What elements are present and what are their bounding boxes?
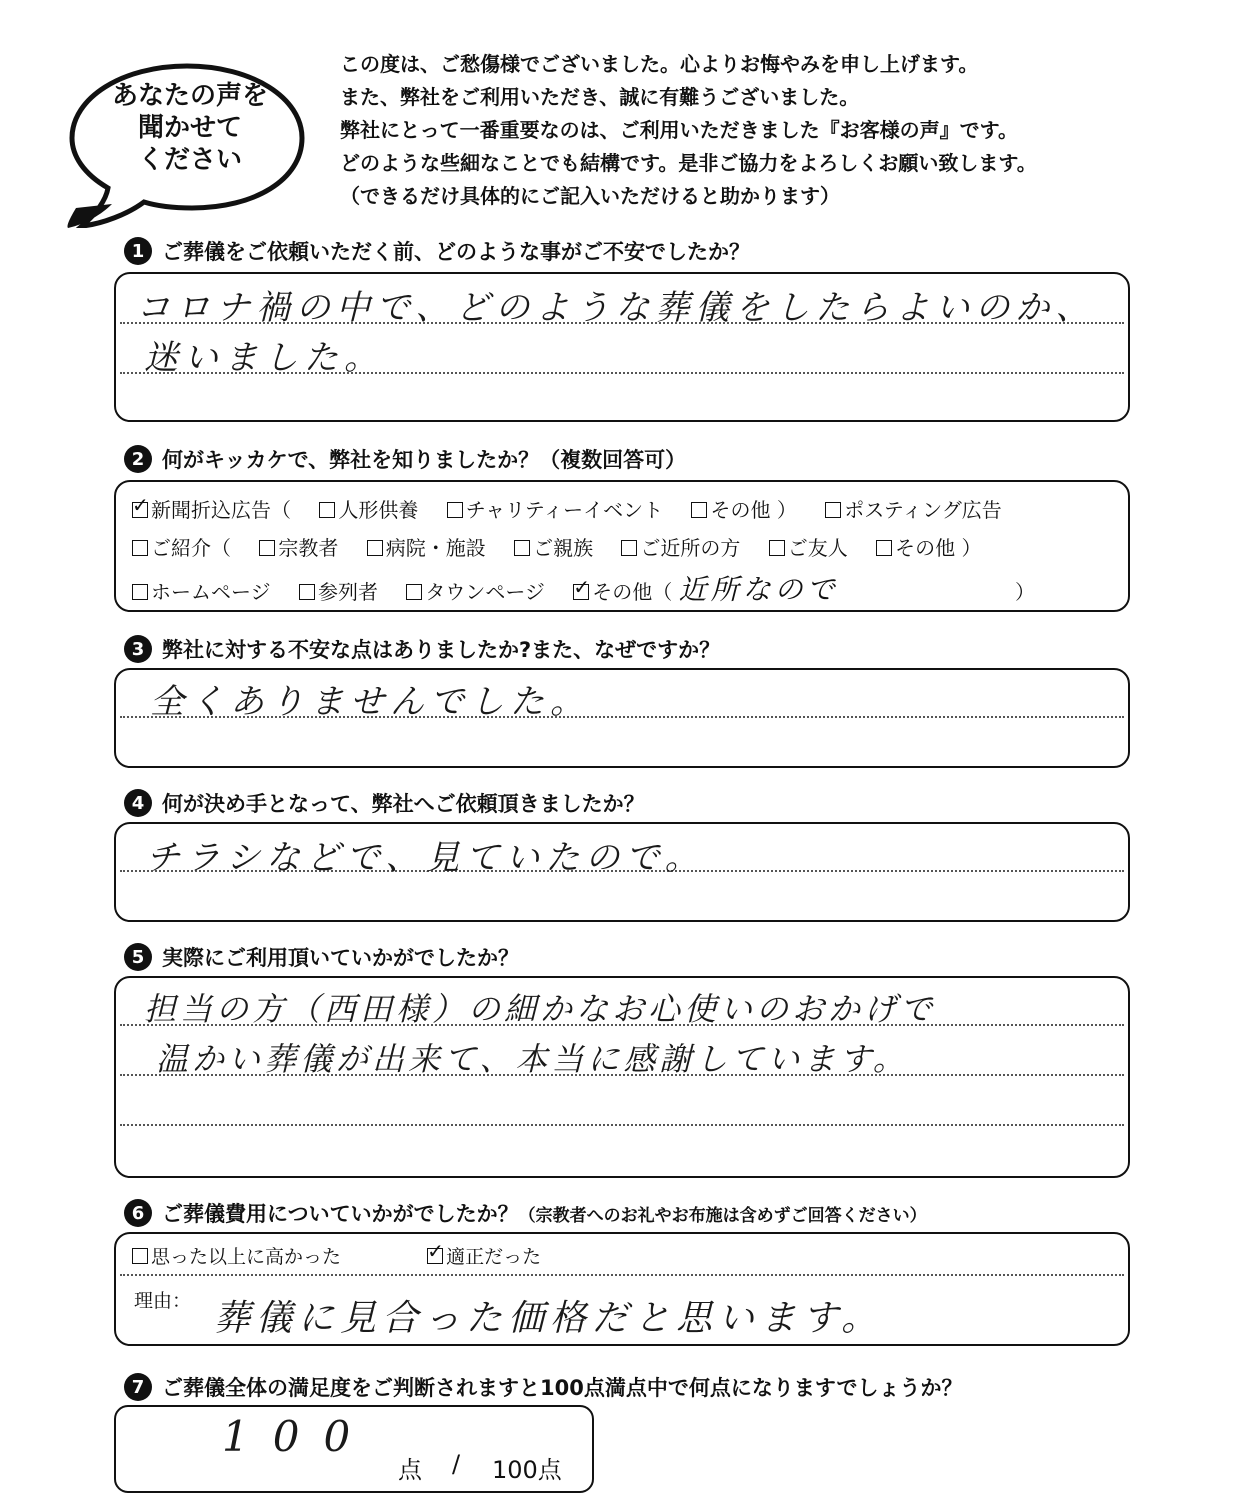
q1-number: 1: [124, 237, 152, 265]
q2-number: 2: [124, 445, 152, 473]
q1-title: [124, 236, 750, 266]
q6-reason: 葬儀に見合った価格だと思います。: [214, 1298, 884, 1339]
intro-line: どのような些細なことでも結構です。是非ご協力をよろしくお願い致します。: [340, 151, 1037, 175]
bubble-line: あなたの声を: [111, 81, 268, 111]
checkbox-checked-icon[interactable]: [132, 502, 148, 518]
q6-options: [132, 1242, 563, 1269]
q3-title: [124, 634, 720, 664]
checkbox-icon[interactable]: [299, 584, 315, 600]
checkbox-icon[interactable]: [691, 502, 707, 518]
checkbox-icon[interactable]: [132, 1248, 148, 1264]
checkbox-icon[interactable]: [621, 540, 637, 556]
option-relatives[interactable]: ご親族: [514, 532, 593, 561]
intro-line: この度は、ご愁傷様でございました。心よりお悔やみを申し上げます。: [340, 52, 979, 76]
checkbox-icon[interactable]: [447, 502, 463, 518]
other-handwritten: 近所なので: [678, 573, 839, 606]
option-friends[interactable]: ご友人: [769, 532, 848, 561]
q7-number: 7: [124, 1373, 152, 1401]
option-reasonable[interactable]: ✓ 適正だった: [427, 1242, 541, 1269]
score-max: 100点: [492, 1456, 562, 1484]
score-value: 100: [222, 1412, 375, 1461]
q7-text: ご葬儀全体の満足度をご判断されますと100点満点中で何点になりますでしょうか？: [162, 1376, 963, 1400]
option-homepage[interactable]: ホームページ: [132, 576, 271, 605]
q2-row-1: [132, 494, 1002, 523]
checkbox-icon[interactable]: [406, 584, 422, 600]
option-hospital[interactable]: 病院・施設: [367, 532, 486, 561]
other-close-paren: ）: [1015, 580, 1036, 604]
reason-label: 理由：: [134, 1290, 192, 1312]
intro-line: また、弊社をご利用いただき、誠に有難うございました。: [340, 85, 860, 109]
option-too-expensive[interactable]: 思った以上に高かった: [132, 1242, 341, 1269]
q1-answer-line: コロナ禍の中で、どのような葬儀をしたらよいのか、: [136, 288, 1096, 328]
q2-title: [124, 444, 686, 474]
option-townpage[interactable]: タウンページ: [406, 576, 545, 605]
option-other-2[interactable]: その他 ）: [876, 532, 981, 561]
score-slash: /: [452, 1450, 461, 1478]
q6-text: ご葬儀費用についていかがでしたか？: [162, 1202, 519, 1226]
q2-row-2: [132, 532, 982, 561]
checkbox-icon[interactable]: [132, 584, 148, 600]
q6-title: [124, 1198, 927, 1228]
q5-answer-line: 担当の方（西田様）の細かなお心使いのおかげで: [144, 990, 937, 1028]
q3-number: 3: [124, 635, 152, 663]
option-referral[interactable]: ご紹介（: [132, 532, 231, 561]
option-neighbors[interactable]: ご近所の方: [621, 532, 740, 561]
q4-title: [124, 788, 645, 818]
q1-answer-line: 迷いました。: [144, 338, 384, 378]
q3-text: 弊社に対する不安な点はありましたか?また、なぜですか？: [162, 638, 721, 662]
q2-row-3: [132, 568, 1035, 608]
q5-text: 実際にご利用頂いていかがでしたか？: [162, 946, 519, 970]
checkbox-icon[interactable]: [367, 540, 383, 556]
checkbox-icon[interactable]: [769, 540, 785, 556]
checkbox-icon[interactable]: [319, 502, 335, 518]
option-other-3[interactable]: ✓ その他（: [573, 576, 672, 605]
bubble-line: ください: [137, 145, 242, 175]
q6-number: 6: [124, 1199, 152, 1227]
option-attendee[interactable]: 参列者: [299, 576, 378, 605]
option-religious[interactable]: 宗教者: [259, 532, 338, 561]
option-newspaper-insert[interactable]: ✓新聞折込広告（: [132, 494, 291, 523]
q1-text: ご葬儀をご依頼いただく前、どのような事がご不安でしたか？: [162, 240, 750, 264]
intro-text: [340, 48, 1220, 213]
option-other-1[interactable]: その他 ）: [691, 494, 796, 523]
checkbox-checked-icon[interactable]: [573, 584, 589, 600]
intro-line: （できるだけ具体的にご記入いただけると助かります）: [340, 184, 840, 208]
bubble-heading: [92, 80, 288, 176]
q4-text: 何が決め手となって、弊社へご依頼頂きましたか？: [162, 792, 645, 816]
rule-line: [120, 1124, 1124, 1126]
option-posting-ad[interactable]: ポスティング広告: [825, 494, 1002, 523]
option-doll-memorial[interactable]: 人形供養: [319, 494, 418, 523]
checkbox-icon[interactable]: [259, 540, 275, 556]
q4-number: 4: [124, 789, 152, 817]
score-unit: 点: [398, 1456, 422, 1484]
bubble-line: 聞かせて: [137, 113, 242, 143]
q5-number: 5: [124, 943, 152, 971]
checkbox-icon[interactable]: [825, 502, 841, 518]
checkbox-icon[interactable]: [132, 540, 148, 556]
option-charity-event[interactable]: チャリティーイベント: [447, 494, 663, 523]
q7-title: [124, 1372, 962, 1402]
q6-note: （宗教者へのお礼やお布施は含めずご回答ください）: [518, 1205, 927, 1226]
rule-line: [120, 1274, 1124, 1276]
q5-title: [124, 942, 519, 972]
intro-line: 弊社にとって一番重要なのは、ご利用いただきました『お客様の声』です。: [340, 118, 1018, 142]
q4-answer-line: チラシなどで、見ていたので。: [146, 838, 705, 878]
q3-answer-line: 全くありませんでした。: [150, 682, 590, 722]
q5-answer-line: 温かい葬儀が出来て、本当に感謝しています。: [156, 1040, 909, 1078]
checkbox-icon[interactable]: [876, 540, 892, 556]
q2-text: 何がキッカケで、弊社を知りましたか？（複数回答可）: [162, 448, 687, 472]
checkbox-checked-icon[interactable]: [427, 1248, 443, 1264]
checkbox-icon[interactable]: [514, 540, 530, 556]
